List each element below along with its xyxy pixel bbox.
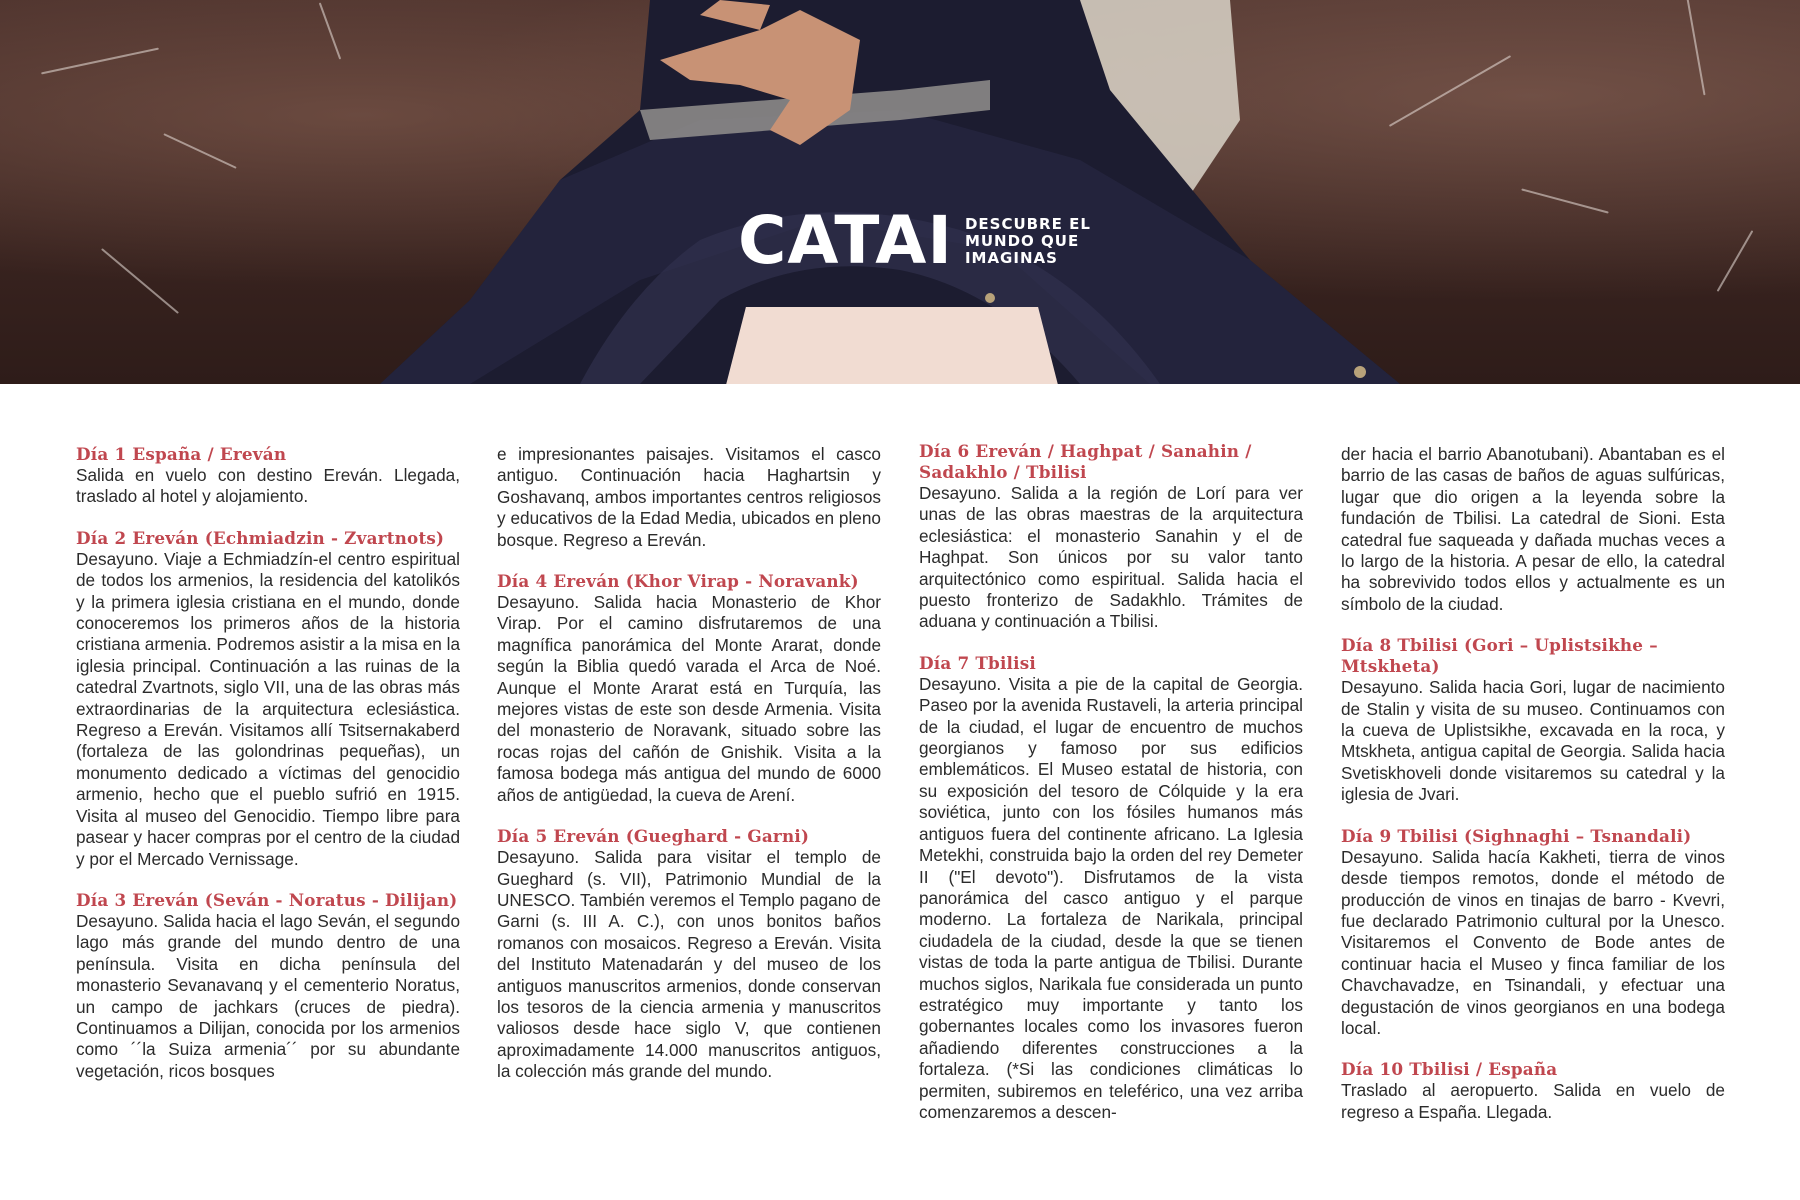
day-description: Desayuno. Salida hacia Gori, lugar de nacimiento de Stalin y visita de su museo. Continuamos con la cueva de Uplistsikhe, excavada en la roca, y Mtskheta, antigua capital de Georgia. Salida hacia Svetiskhoveli donde visitaremos su catedral y la iglesia de Jvari. — [1341, 677, 1725, 805]
decorative-tab — [726, 307, 1058, 384]
day-title: Día 4 Ereván (Khor Virap - Noravank) — [497, 571, 859, 592]
hero-photo — [0, 0, 1800, 384]
itinerary-day — [919, 653, 1303, 1124]
day-title: Día 7 Tbilisi — [919, 652, 1036, 673]
itinerary-day — [76, 444, 460, 508]
day-description: Salida en vuelo con destino Ereván. Llegada, traslado al hotel y alojamiento. — [76, 465, 460, 507]
itinerary-column-3 — [919, 441, 1303, 1143]
itinerary-day — [497, 571, 881, 806]
day-title: Día 3 Ereván (Seván - Noratus - Dilijan) — [76, 889, 458, 910]
itinerary-column-4 — [1341, 444, 1725, 1143]
day-title: Día 5 Ereván (Gueghard - Garni) — [497, 826, 810, 847]
day-title: Día 1 España / Ereván — [76, 444, 287, 464]
itinerary-day — [1341, 1059, 1725, 1123]
itinerary-day — [1341, 635, 1725, 805]
day-description: Desayuno. Salida a la región de Lorí para ver unas de las obras maestras de la arquitectura eclesiástica: el monasterio Sanahin y el de Haghpat. Son únicos por su valor tanto arquitectónico como espiritual. Salida hacia el puesto fronterizo de Sadakhlo. Trámites de aduana y continuación a Tbilisi. — [919, 483, 1303, 632]
day-description: Desayuno. Salida para visitar el templo de Gueghard (s. VII), Patrimonio Mundial de la UNESCO. También veremos el Templo pagano de Garni (s. III A. C.), con unos bonitos baños romanos con mosaicos. Regreso a Ereván. Visita del Instituto Matenadarán y del museo de los antiguos manuscritos armenios, donde conservan los tesoros de la ciencia armenia y manuscritos valiosos desde hace siglo V, que contienen aproximadamente 14.000 manuscritos antiguos, la colección más grande del mundo. — [497, 847, 881, 1082]
itinerary-day — [76, 528, 460, 870]
day-description: Traslado al aeropuerto. Salida en vuelo de regreso a España. Llegada. — [1341, 1080, 1725, 1122]
brand-name: CATAI — [738, 202, 953, 279]
itinerary-day — [76, 890, 460, 1082]
day-description: Desayuno. Viaje a Echmiadzín-el centro espiritual de todos los armenios, la residencia del katolikós y la primera iglesia cristiana en el mundo, donde conoceremos los primeros años de la historia cristiana armenia. Podremos asistir a la misa en la iglesia principal. Continuación a las ruinas de la catedral Zvartnots, siglo VII, una de las obras más extraordinarias de la arquitectura eclesiástica. Regreso a Ereván. Visitamos allí Tsitsernakaberd (fortaleza de las golondrinas pequeñas), un monumento dedicado a víctimas del genocidio armenio, hecho que el pueblo sufrió en 1915. Visita al museo del Genocidio. Tiempo libre para pasear y hacer compras por el centro de la ciudad y por el Mercado Vernissage. — [76, 548, 461, 869]
tagline-line: MUNDO QUE — [964, 231, 1080, 250]
continued-text: e impresionantes paisajes. Visitamos el casco antiguo. Continuación hacia Haghartsin y Goshavanq, ambos importantes centros religiosos y educativos de la Edad Media, ubicados en pleno bosque. Regreso a Ereván. — [497, 444, 881, 550]
day-title: Día 9 Tbilisi (Sighnaghi – Tsnandali) — [1341, 825, 1692, 846]
day-title: Día 2 Ereván (Echmiadzin - Zvartnots) — [76, 527, 445, 548]
itinerary-column-1 — [76, 444, 460, 1102]
itinerary-day — [1341, 826, 1725, 1040]
day-description: Desayuno. Visita a pie de la capital de Georgia. Paseo por la avenida Rustaveli, la arteria principal de la ciudad, el lugar de encuentro de muchos georgianos y famoso por sus edificios emblemáticos. El Museo estatal de historia, con su exposición del tesoro de Cólquide y la era soviética, junto con los fósiles humanos más antiguos fuera del continente africano. La Iglesia Metekhi, construida bajo la orden del rey Demeter II ("El devoto"). Disfrutamos de la vista panorámica del casco antiguo y el parque moderno. La fortaleza de Narikala, principal ciudadela de la ciudad, desde la que se tienen vistas de toda la parte antigua de Tbilisi. Durante muchos siglos, Narikala fue considerada un punto estratégico muy importante y tanto los gobernantes locales como los invasores fueron añadiendo diferentes construcciones a la fortaleza. (*Si las condiciones climáticas lo permiten, subiremos en teleférico, una vez arriba comenzaremos a descen- — [919, 673, 1303, 1122]
itinerary-day — [919, 441, 1303, 633]
day-description: Desayuno. Salida hacía Kakheti, tierra de vinos desde tiempos remotos, donde el método de producción de vinos en tinajas de barro - Kvevri, fue declarado Patrimonio cultural por la Unesco. Visitaremos el Convento de Bode antes de continuar hacia el Museo y finca familiar de los Chavchavadze, en Tsinandali, y efectuar una degustación de vinos georgianos en una bodega local. — [1341, 846, 1725, 1038]
brand-logo — [738, 202, 1091, 279]
continued-text: der hacia el barrio Abanotubani). Abantaban es el barrio de las casas de baños de aguas sulfúricas, lugar que dio origen a la leyenda sobre la fundación de Tbilisi. La catedral de Sioni. Esta catedral fue saqueada y dañada muchas veces a lo largo de la historia. A pesar de ello, la catedral ha sobrevivido todos ellos y actualmente es un símbolo de la ciudad. — [1341, 444, 1725, 614]
day-title: Día 10 Tbilisi / España — [1341, 1059, 1558, 1080]
day-description: Desayuno. Salida hacia Monasterio de Khor Virap. Por el camino disfrutaremos de una magnífica panorámica del Monte Ararat, donde según la Biblia quedó varada el Arca de Noé. Aunque el Monte Ararat está en Turquía, las mejores vistas de este son desde Armenia. Visita del monasterio de Noravank, situado sobre las rocas rojas del cañón de Gnishik. Visita a la famosa bodega más antigua del mundo de 6000 años de antigüedad, la cueva de Arení. — [497, 592, 881, 805]
itinerary-day — [497, 826, 881, 1082]
day-description: Desayuno. Salida hacia el lago Seván, el segundo lago más grande del mundo dentro de una península. Visita en dicha península del monasterio Sevanavanq y el cementerio Noratus, un campo de jachkars (cruces de piedra). Continuamos a Dilijan, conocida por los armenios como ´´la Suiza armenia´´ por su abundante vegetación, ricos bosques — [76, 910, 460, 1081]
brand-tagline — [965, 216, 1091, 267]
day-title: Día 8 Tbilisi (Gori – Uplistsikhe – Mtskheta) — [1341, 635, 1658, 677]
itinerary-column-2 — [497, 444, 881, 1103]
tagline-line: IMAGINAS — [964, 248, 1058, 267]
tagline-line: DESCUBRE EL — [964, 214, 1091, 233]
day-title: Día 6 Ereván / Haghpat / Sanahin / Sadakhlo / Tbilisi — [919, 441, 1252, 482]
